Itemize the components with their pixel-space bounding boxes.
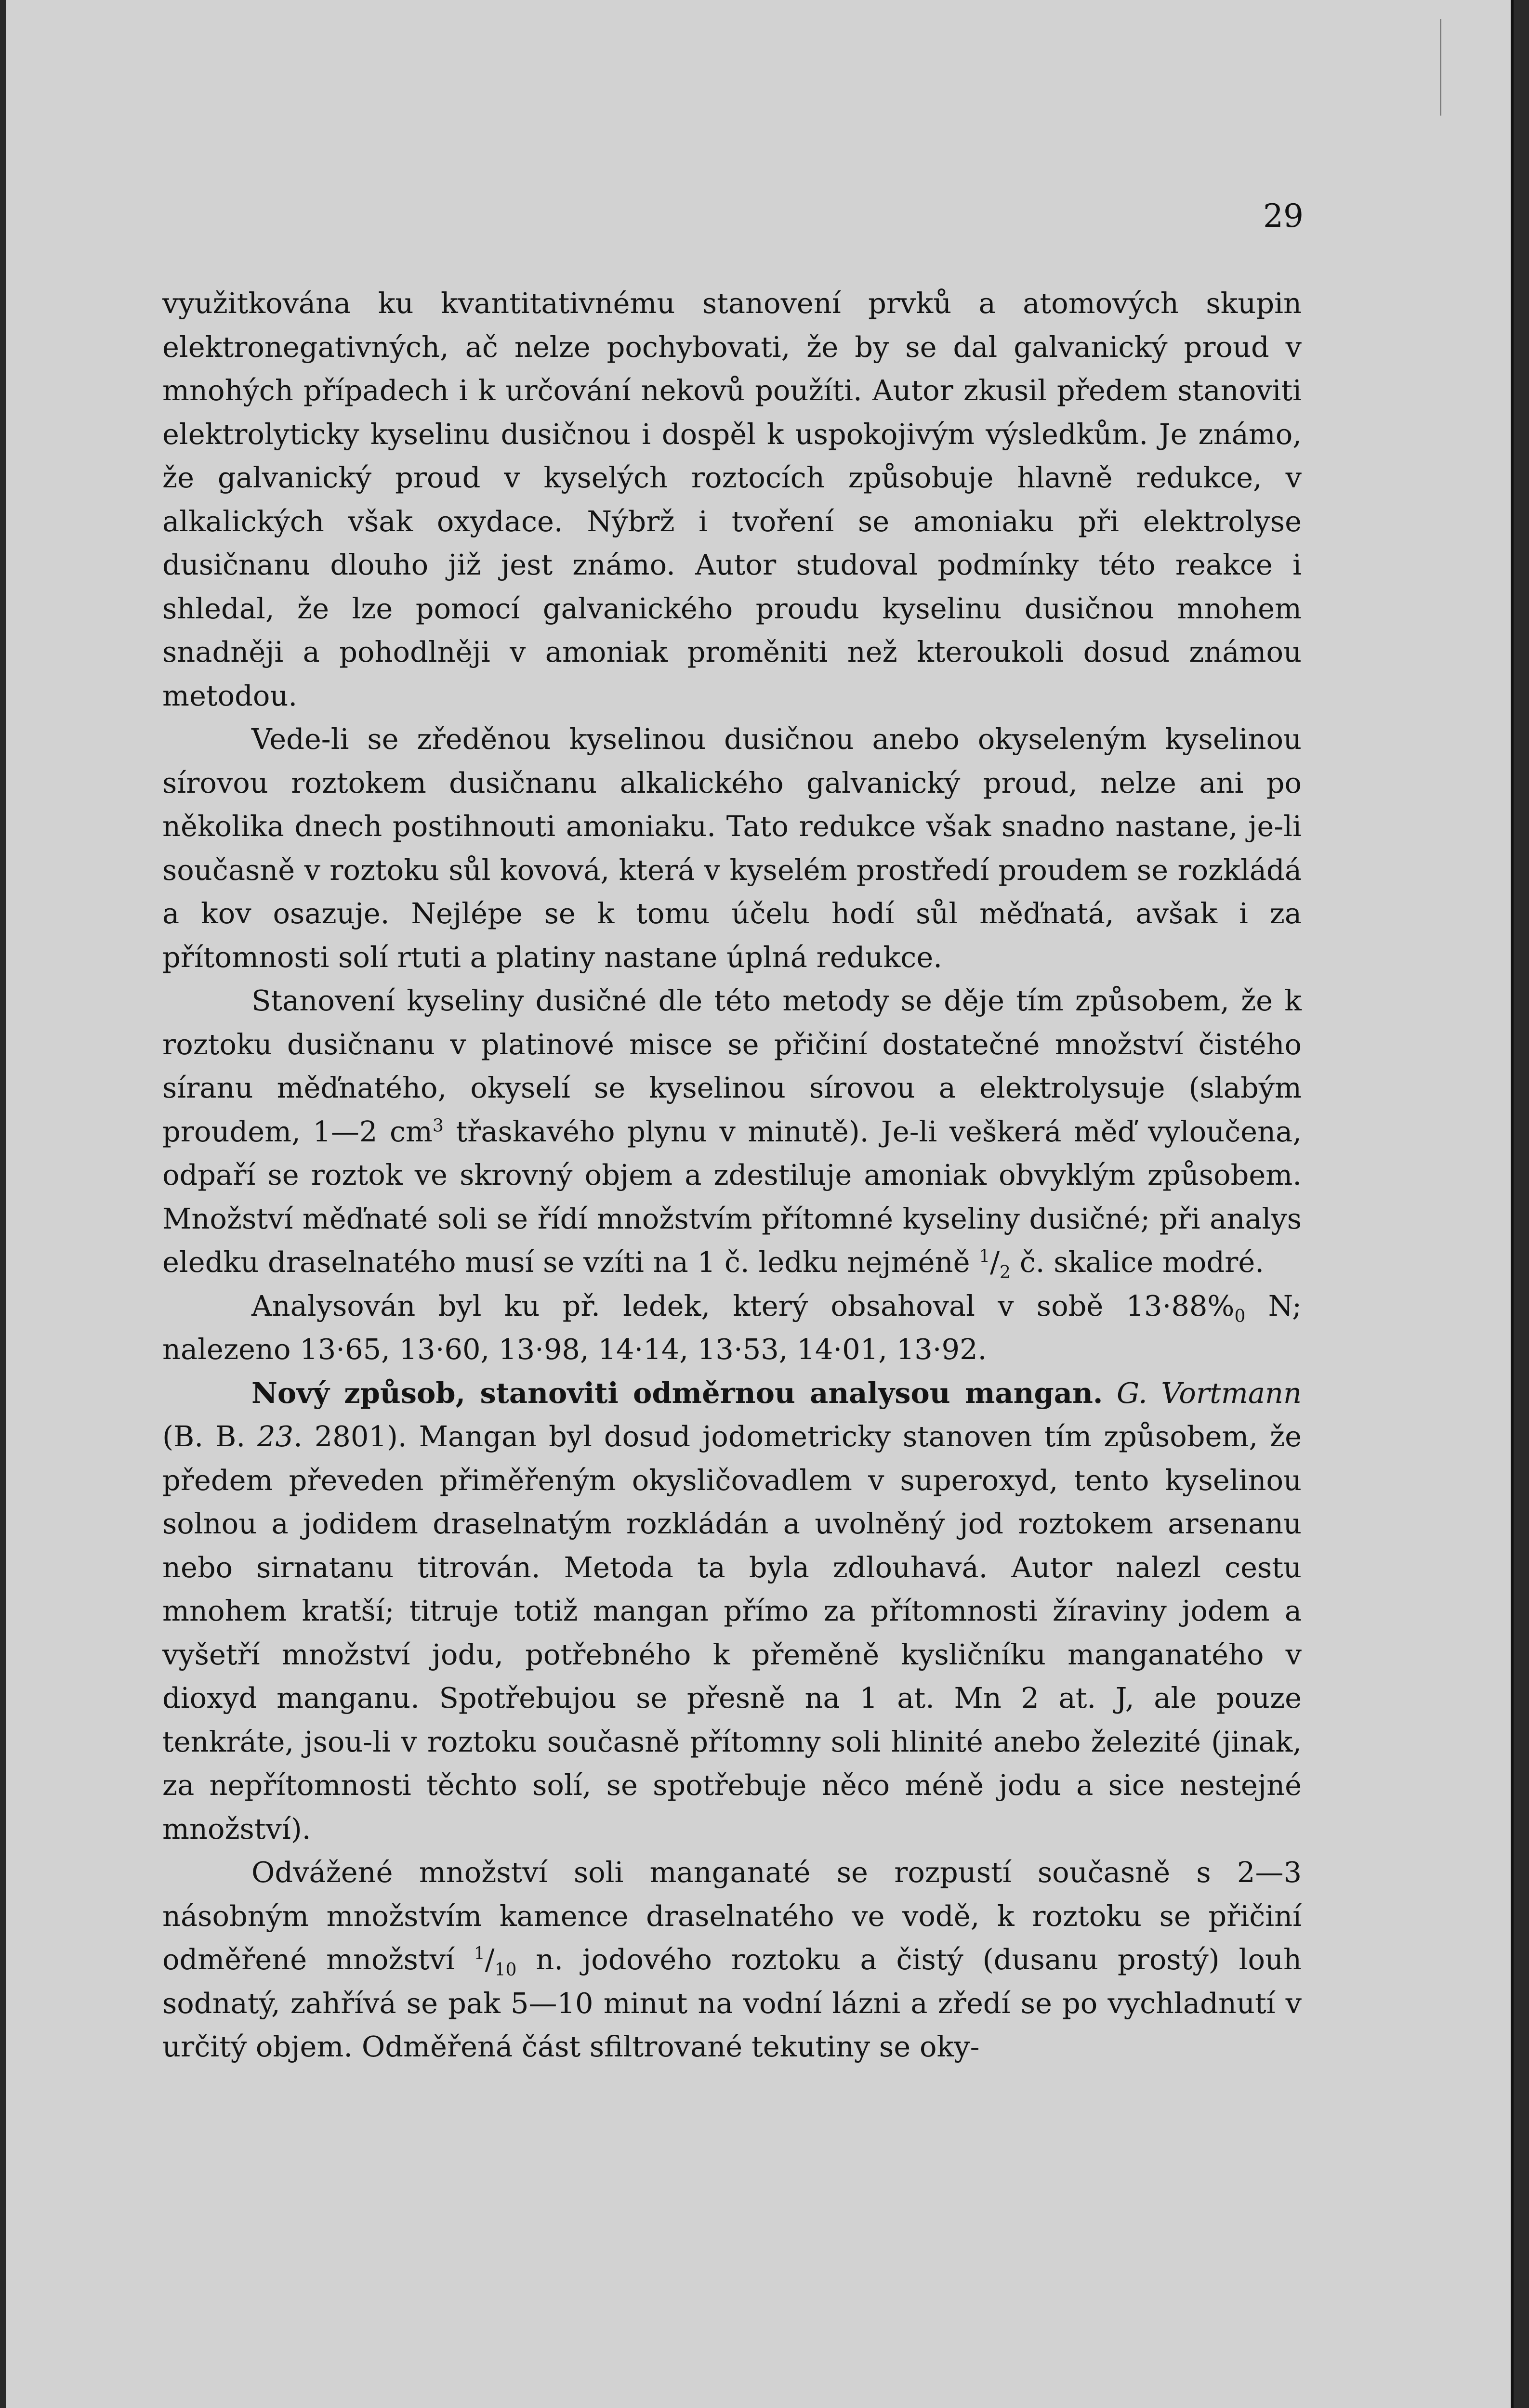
p6-text-a: Odvážené množství soli manganaté se rozpustí současně s 2—3 násobným množstvím kamence draselnatého ve vodě, k roztoku se přičiní odměřené množství (162, 1856, 1302, 1976)
page (6, 0, 1514, 2408)
paragraph-5 (162, 1372, 1302, 1851)
reference-close: . 2801). (293, 1420, 419, 1453)
paragraph-6: Odvážené množství soli manganaté se rozpustí současně s 2—3 násobným množstvím kamence draselnatého ve vodě, k roztoku se přičiní odměřené množství $^1/_{10}$ n. jodového roztoku a čistý (dusanu prostý) louh sodnatý, zahřívá se pak 5—10 minut na vodní lázni a zředí se po vychladnutí v určitý objem. Odměřená část sfiltrované tekutiny se oky- (162, 1856, 1302, 2063)
paragraph-4 (162, 1284, 1302, 1372)
paragraph-3: Stanovení kyseliny dusičné dle této metody se děje tím způsobem, že k roztoku dusičnanu v platinové misce se přičiní dostatečné množství čistého síranu měďnatého, okyselí se kyselinou sírovou a elektrolysuje (slabým proudem, 1—2 $cm^3$ třaskavého plynu v minutě). Je-li veškerá měď vyloučena, odpaří se roztok ve skrovný objem a zdestiluje amoniak obvyklým způsobem. Množství měďnaté soli se řídí množstvím přítomné kyseliny dusičné; při analys eledku draselnatého musí se vzíti na 1 č. ledku nejméně $^1/_2$ č. skalice modré. (162, 984, 1302, 1283)
author-name: G. Vortmann (1116, 1376, 1302, 1410)
page-edge-mark (1440, 19, 1494, 116)
p3-text-c: č. skalice modré. (1010, 1245, 1265, 1279)
reference-open: (B. B. (162, 1420, 258, 1453)
p6-fraction-numerator: 1 (474, 1944, 485, 1964)
p6-text-b: n. jodového roztoku a čistý (dusanu prostý) louh sodnatý, zahřívá se pak 5—10 minut na vodní lázni a zředí se po vychladnutí v určitý objem. Odměřená část sfiltrované tekutiny se oky- (162, 1943, 1302, 2063)
p4-subscript: 0 (1234, 1306, 1246, 1326)
p4-text-a: Analysován byl ku př. ledek, který obsahoval v sobě 13·88 (251, 1289, 1208, 1322)
page-number: 29 (1263, 197, 1304, 235)
p4-percent: % (1207, 1289, 1235, 1322)
p6-fraction-denominator: 10 (494, 1960, 517, 1980)
p3-superscript: 3 (432, 1115, 444, 1136)
body-text (162, 282, 1302, 2069)
paragraph-1: využitkována ku kvantitativnému stanovení prvků a atomových skupin elektronegativných, ač nelze pochybovati, že by se dal galvanický proud v mnohých případech i k určování nekovů použíti. Autor zkusil předem stanoviti elektrolyticky kyselinu dusičnou i dospěl k uspokojivým výsledkům. Je známo, že galvanický proud v kyselých roztocích způsobuje hlavně redukce, v alkalických však oxydace. Nýbrž i tvoření se amoniaku při elektrolyse dusičnanu dlouho již jest známo. Autor studoval podmínky této reakce i shledal, že lze pomocí galvanického proudu kyselinu dusičnou mnohem snadněji a pohodlněji v amoniak proměniti než kteroukoli dosud známou metodou. (162, 287, 1302, 712)
p3-text-a: Stanovení kyseliny dusičné dle této metody se děje tím způsobem, že k roztoku dusičnanu v platinové misce se přičiní dostatečné množství čistého síranu měďnatého, okyselí se kyselinou sírovou a elektrolysuje (slabým proudem, 1—2 cm (162, 984, 1302, 1148)
p3-text-b: třaskavého plynu v minutě). Je-li veškerá měď vyloučena, odpaří se roztok ve skrovný objem a zdestiluje amoniak obvyklým způsobem. Množství měďnaté soli se řídí množstvím přítomné kyseliny dusičné; při analys eledku draselnatého musí se vzíti na 1 č. ledku nejméně (162, 1114, 1302, 1279)
paragraph-2: Vede-li se zředěnou kyselinou dusičnou anebo okyseleným kyselinou sírovou roztokem dusičnanu alkalického galvanický proud, nelze ani po několika dnech postihnouti amoniaku. Tato redukce však snadno nastane, je-li současně v roztoku sůl kovová, která v kyselém prostředí proudem se rozkládá a kov osazuje. Nejlépe se k tomu účelu hodí sůl měďnatá, avšak i za přítomnosti solí rtuti a platiny nastane úplná redukce. (162, 722, 1302, 974)
p5-body: Mangan byl dosud jodometricky stanoven tím způsobem, že předem převeden přiměřeným okysličovadlem v superoxyd, tento kyselinou solnou a jodidem draselnatým rozkládán a uvolněný jod roztokem arsenanu nebo sirnatanu titrován. Metoda ta byla zdlouhavá. Autor nalezl cestu mnohem kratší; titruje totiž mangan přímo za přítomnosti žíraviny jodem a vyšetří množství jodu, potřebného k přeměně kysličníku manganatého v dioxyd manganu. Spotřebujou se přesně na 1 at. Mn 2 at. J, ale pouze tenkráte, jsou-li v roztoku současně přítomny soli hlinité anebo železité (jinak, za nepřítomnosti těchto solí, se spotřebuje něco méně jodu a sice nestejné množství). (162, 1420, 1302, 1845)
p3-fraction-denominator: 2 (1000, 1262, 1011, 1283)
section-heading: Nový způsob, stanoviti odměrnou analysou mangan. (251, 1376, 1103, 1410)
p3-fraction-numerator: 1 (979, 1246, 990, 1267)
p4-text-b: N; nalezeno 13·65, 13·60, 13·98, 14·14, 13·53, 14·01, 13·92. (162, 1289, 1302, 1366)
reference-volume: 23 (257, 1420, 294, 1453)
